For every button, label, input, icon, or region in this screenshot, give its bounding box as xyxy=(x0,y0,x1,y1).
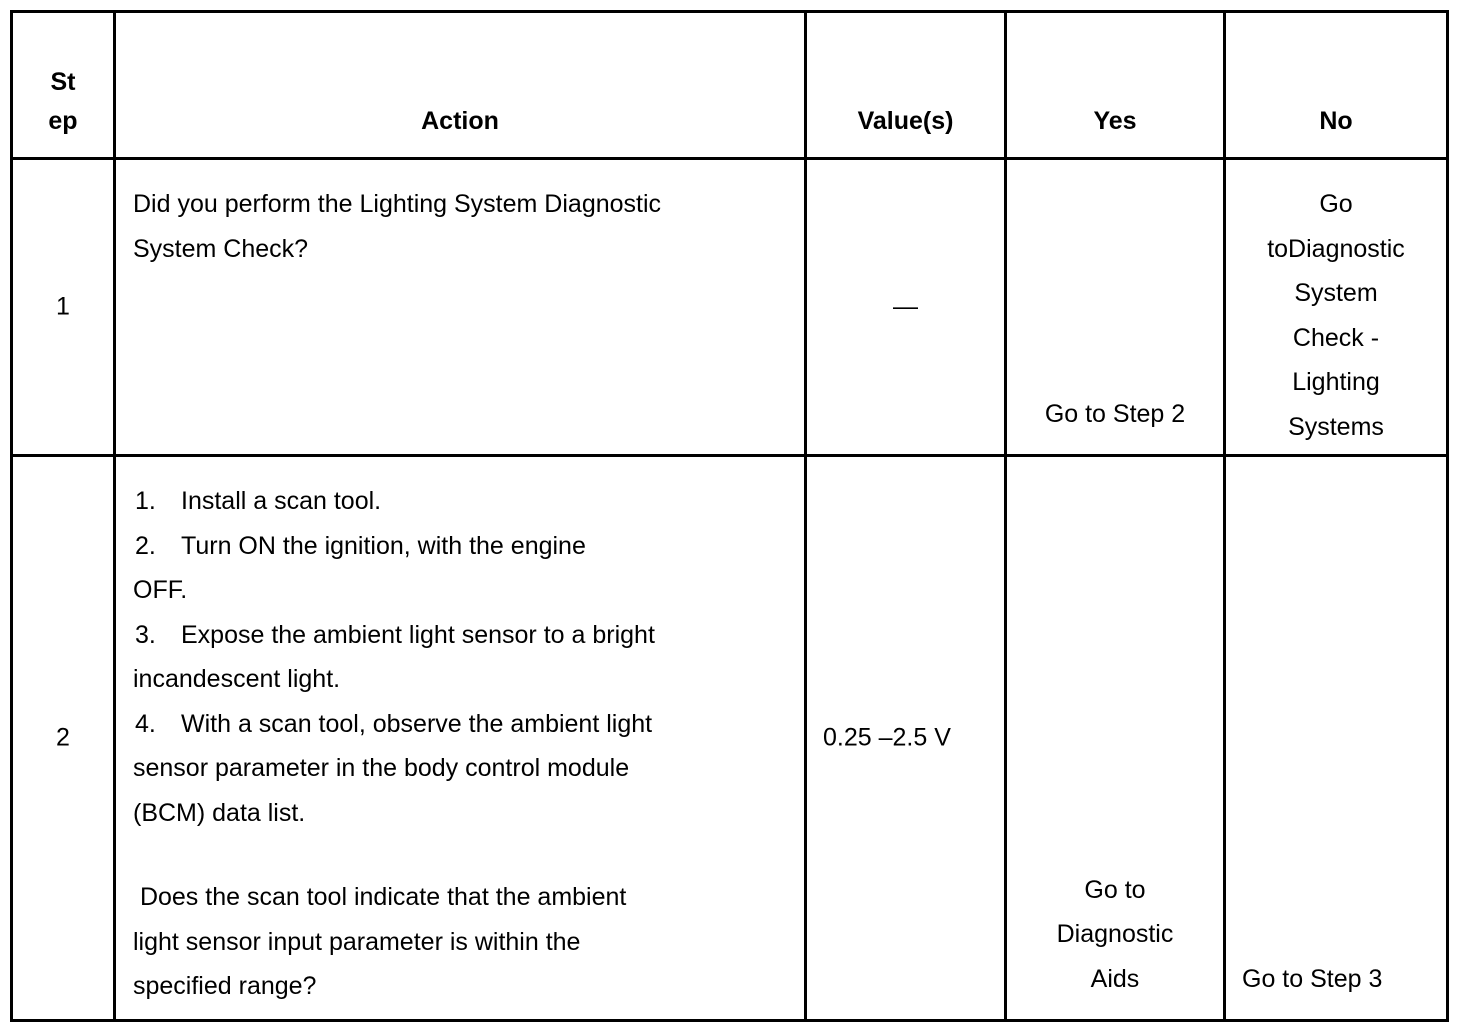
question-line: light sensor input parameter is within the xyxy=(133,927,581,956)
action-list-item xyxy=(133,613,788,658)
header-action: Action xyxy=(115,12,806,159)
no-text xyxy=(1226,160,1446,449)
no-text-line: System xyxy=(1294,279,1378,307)
step-cell xyxy=(12,456,115,1021)
list-item-number: 3. xyxy=(135,620,156,649)
action-list-item xyxy=(133,702,788,747)
header-yes: Yes xyxy=(1006,12,1225,159)
action-text-line: System Check? xyxy=(133,234,309,263)
yes-text-line: Aids xyxy=(1090,964,1140,993)
question-line: specified range? xyxy=(133,972,317,1000)
yes-cell xyxy=(1006,456,1225,1021)
header-no: No xyxy=(1225,12,1448,159)
yes-text-line: Go to xyxy=(1084,875,1146,904)
header-step-line1: St xyxy=(50,68,76,96)
no-text-line: toDiagnostic xyxy=(1267,234,1405,263)
action-list-continuation: incandescent light. xyxy=(133,665,341,693)
list-item-text: With a scan tool, observe the ambient light xyxy=(181,709,653,738)
yes-text-line: Diagnostic xyxy=(1056,920,1174,948)
action-list-continuation: OFF. xyxy=(133,576,188,604)
list-item-text: Install a scan tool. xyxy=(181,487,382,515)
table-row xyxy=(12,159,1448,456)
yes-cell xyxy=(1006,159,1225,456)
diagnostic-table xyxy=(10,10,1449,1022)
step-cell xyxy=(12,159,115,456)
list-item-number: 1. xyxy=(135,487,156,515)
header-step-line2: ep xyxy=(48,107,78,135)
list-item-number: 4. xyxy=(135,709,156,738)
table-row xyxy=(12,456,1448,1021)
no-text-line: Systems xyxy=(1288,412,1384,441)
action-list-item xyxy=(133,479,788,524)
question-line: Does the scan tool indicate that the ambient xyxy=(133,883,627,911)
action-list-continuation: (BCM) data list. xyxy=(133,798,306,827)
no-text: Go to Step 3 xyxy=(1242,964,1383,993)
header-row xyxy=(12,12,1448,159)
value-text: — xyxy=(893,292,918,321)
action-text-line: Did you perform the Lighting System Diagnostic xyxy=(133,190,662,218)
list-item-number: 2. xyxy=(135,531,156,560)
paragraph-gap xyxy=(133,835,788,875)
action-cell xyxy=(115,159,806,456)
value-text: 0.25 –2.5 V xyxy=(823,723,951,752)
yes-text xyxy=(1007,868,1223,1002)
header-step xyxy=(12,12,115,159)
step-number: 2 xyxy=(56,723,70,752)
step-number: 1 xyxy=(56,292,70,321)
value-cell xyxy=(806,159,1006,456)
list-item-text: Expose the ambient light sensor to a bright xyxy=(181,620,655,649)
no-text-line: Check - xyxy=(1292,323,1380,352)
list-item-text: Turn ON the ignition, with the engine xyxy=(181,531,586,560)
action-cell xyxy=(115,456,806,1021)
header-values: Value(s) xyxy=(806,12,1006,159)
no-cell xyxy=(1225,159,1448,456)
no-cell xyxy=(1225,456,1448,1021)
no-text-line: Go xyxy=(1319,190,1353,218)
yes-text: Go to Step 2 xyxy=(1044,399,1186,428)
value-cell xyxy=(806,456,1006,1021)
action-list-item xyxy=(133,524,788,569)
no-text-line: Lighting xyxy=(1292,368,1380,396)
action-list-continuation: sensor parameter in the body control module xyxy=(133,754,630,782)
